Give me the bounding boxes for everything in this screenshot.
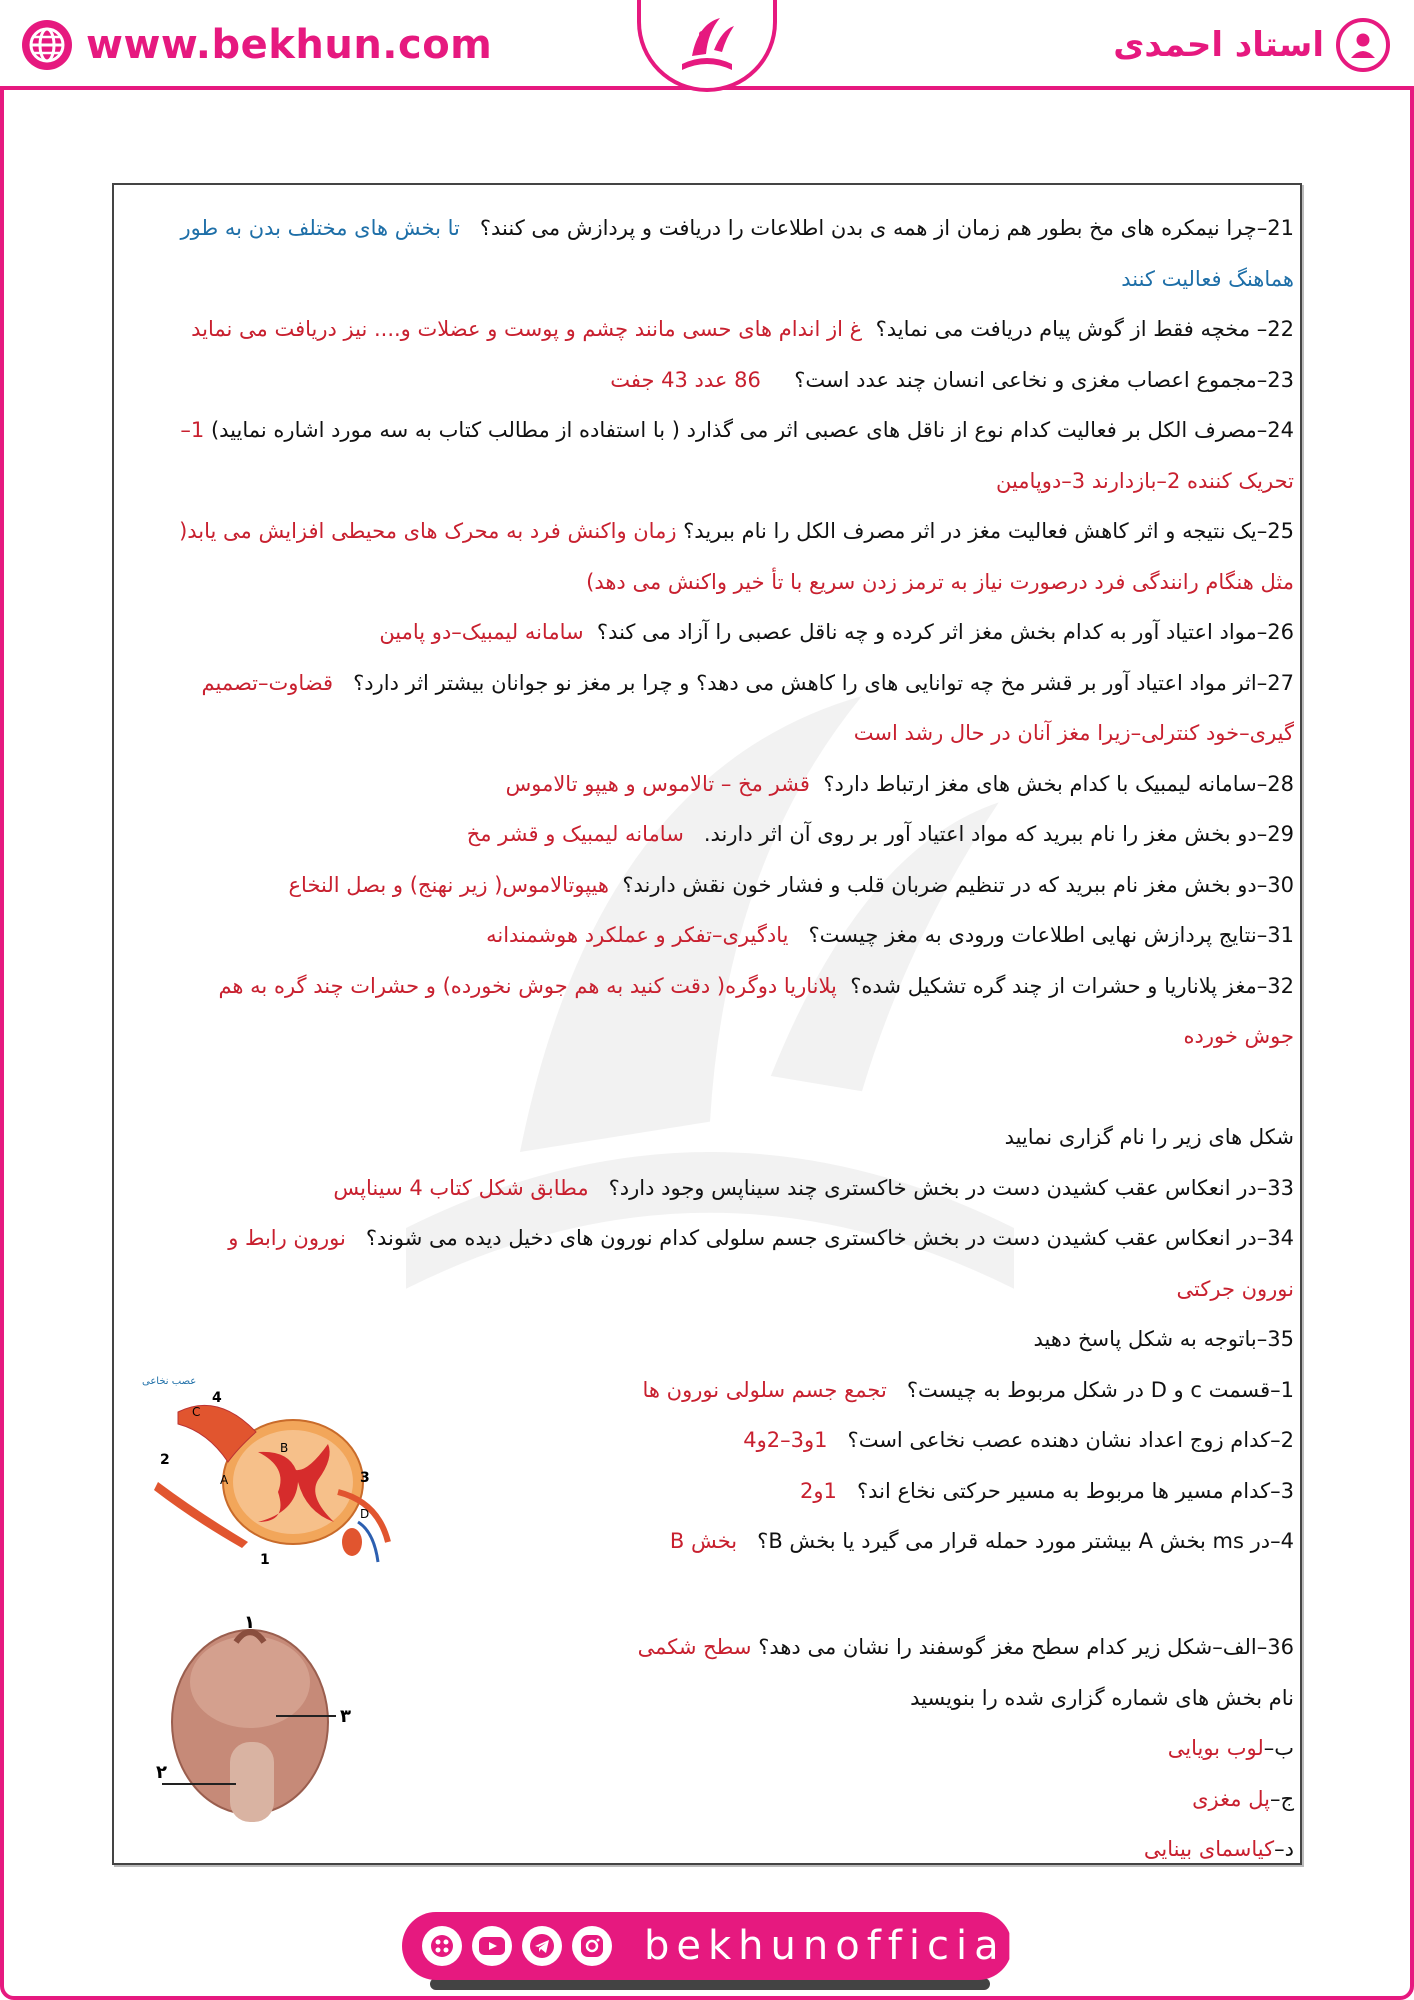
website-link[interactable]: [22, 20, 492, 70]
answer-text: 86 عدد 43 جفت: [610, 367, 761, 392]
figure-label: ۲: [156, 1762, 167, 1783]
line-q21-cont: [128, 254, 1294, 305]
question-text: 28–سامانه لیمبیک با کدام بخش های مغز ارتباط دارد؟: [823, 771, 1294, 796]
question-text: 3–کدام مسیر ها مربوط به مسیر حرکتی نخاع اند؟: [856, 1478, 1294, 1503]
answer-text: لوب بویایی: [1167, 1736, 1264, 1760]
social-icons: [422, 1926, 622, 1966]
line-q24-cont: [128, 456, 1294, 507]
question-text: 36–الف–شکل زیر کدام سطح مغز گوسفند را نشان می دهد؟: [758, 1635, 1294, 1659]
line-q30: [128, 860, 1294, 911]
answer-text: بخش B: [669, 1529, 738, 1553]
answer-text: هماهنگ فعالیت کنند: [1121, 266, 1294, 291]
line-q35: [128, 1314, 1294, 1365]
figure-label: ۳: [340, 1706, 351, 1727]
line-q29: [128, 809, 1294, 860]
figure-label: 4: [212, 1390, 222, 1406]
answer-text: سامانه لیمبیک و قشر مخ: [466, 822, 684, 846]
figure-label: 3: [360, 1470, 370, 1486]
answer-text: کیاسمای بینایی: [1143, 1837, 1275, 1861]
header: [0, 0, 1414, 92]
question-text: 31–نتایج پردازش نهایی اطلاعات ورودی به مغز چیست؟: [808, 923, 1294, 947]
question-text: 1–قسمت c و D در شکل مربوط به چیست؟: [906, 1377, 1294, 1402]
question-list: [128, 203, 1294, 1567]
aparat-icon[interactable]: [422, 1926, 462, 1966]
answer-text: گیری–خود کنترلی–زیرا مغز آنان در حال رشد است: [853, 721, 1294, 745]
line-q23: [128, 355, 1294, 406]
teacher-badge: [1113, 18, 1390, 72]
figure-label: D: [360, 1507, 370, 1521]
line-q33: [128, 1163, 1294, 1214]
answer-text: 1و3–2و4: [743, 1428, 828, 1452]
spinal-cord-figure: [138, 1372, 418, 1572]
line-q25-cont: [128, 557, 1294, 608]
figure-title: عصب نخاعی: [142, 1376, 197, 1387]
line-q26: [128, 607, 1294, 658]
answer-text: یادگیری–تفکر و عملکرد هوشمندانه: [486, 923, 789, 947]
answer-text: نورون جرکتی: [1176, 1276, 1294, 1301]
figure-label: C: [192, 1405, 201, 1419]
line-q27: [128, 658, 1294, 709]
answer-text: پلاناریا دوگره( دقت کنید به هم جوش نخورده) و حشرات چند گره به هم: [218, 973, 837, 998]
line-q34: [128, 1213, 1294, 1264]
question-text: 21–چرا نیمکره های مخ بطور هم زمان از همه ی بدن اطلاعات را دریافت و پردازش می کنند؟: [479, 216, 1294, 240]
spacer-line: [128, 1062, 1294, 1113]
answer-text: پل مغزی: [1192, 1786, 1270, 1811]
telegram-icon[interactable]: [522, 1926, 562, 1966]
figure-label: A: [220, 1473, 229, 1487]
question-text: 2–کدام زوج اعداد نشان دهنده عصب نخاعی است؟: [847, 1428, 1294, 1452]
question-text: 33–در انعکاس عقب کشیدن دست در بخش خاکستری چند سیناپس وجود دارد؟: [608, 1175, 1294, 1200]
line-q27-cont: [128, 708, 1294, 759]
figure-label: B: [280, 1441, 289, 1455]
answer-text: جوش خورده: [1183, 1024, 1294, 1048]
answer-text: نورون رابط و: [228, 1226, 346, 1250]
line-q31: [128, 910, 1294, 961]
answer-text: سطح شکمی: [637, 1635, 752, 1659]
answer-text: قشر مخ – تالاموس و هیپو تالاموس: [505, 771, 810, 796]
question-text: 24–مصرف الکل بر فعالیت کدام نوع از ناقل های عصبی اثر می گذارد ( با استفاده از مطالب کتاب به سه مورد اشاره نمایید): [210, 418, 1294, 442]
figure-label: 2: [160, 1452, 170, 1468]
answer-text: تحریک کننده 2–بازدارند 3–دوپامین: [995, 468, 1294, 493]
answer-text: مثل هنگام رانندگی فرد درصورت نیاز به ترمز زدن سریع با تأ خیر واکنش می دهد): [586, 569, 1294, 594]
section-title: شکل های زیر را نام گزاری نمایید: [1004, 1125, 1294, 1149]
question-text: 26–مواد اعتیاد آور به کدام بخش مغز اثر کرده و چه ناقل عصبی را آزاد می کند؟: [596, 620, 1294, 644]
social-footer[interactable]: [402, 1912, 1024, 1980]
sheep-brain-figure: [156, 1612, 368, 1860]
answer-text: زمان واکنش فرد به محرک های محیطی افزایش می یابد(: [179, 519, 677, 543]
line-q24: [128, 405, 1294, 456]
question-text: ج–: [1269, 1786, 1294, 1811]
user-icon: [1336, 18, 1390, 72]
question-text: 35–باتوجه به شکل پاسخ دهید: [1033, 1327, 1294, 1351]
answer-text: هیپوتالاموس( زیر نهنج) و بصل النخاع: [288, 872, 609, 897]
question-text: 30–دو بخش مغز نام ببرید که در تنظیم ضربان قلب و فشار خون نقش دارند؟: [622, 872, 1294, 897]
globe-icon: [22, 20, 72, 70]
question-text: 27–اثر مواد اعتیاد آور بر قشر مخ چه توانایی های را کاهش می دهد؟ و چرا بر مغز نو جوانان بیشتر اثر دارد؟: [353, 670, 1294, 695]
question-text: د–: [1274, 1837, 1294, 1861]
question-text: نام بخش های شماره گزاری شده را بنویسید: [910, 1685, 1294, 1710]
question-text: 32–مغز پلاناریا و حشرات از چند گره تشکیل شده؟: [850, 973, 1294, 998]
line-q25: [128, 506, 1294, 557]
answer-text: سامانه لیمبیک–دو پامین: [379, 620, 584, 644]
line-q32-cont: [128, 1011, 1294, 1062]
answer-text: قضاوت–تصمیم: [201, 670, 334, 695]
figure-label: 1: [260, 1552, 270, 1568]
social-handle: bekhunofficial: [644, 1923, 1024, 1969]
teacher-name: استاد احمدی: [1113, 25, 1324, 65]
instagram-icon[interactable]: [572, 1926, 612, 1966]
website-text: www.bekhun.com: [86, 22, 493, 68]
question-text: ب–: [1263, 1736, 1294, 1760]
question-text: 25–یک نتیجه و اثر کاهش فعالیت مغز در اثر مصرف الکل را نام ببرید؟: [683, 519, 1294, 543]
line-q28: [128, 759, 1294, 810]
question-text: 23–مجموع اعصاب مغزی و نخاعی انسان چند عدد است؟: [794, 367, 1294, 392]
line-section-title: [128, 1112, 1294, 1163]
line-q22: [128, 304, 1294, 355]
line-q34-cont: [128, 1264, 1294, 1315]
line-q21: [128, 203, 1294, 254]
answer-text: 1و2: [800, 1478, 837, 1503]
answer-text: 1–: [180, 418, 205, 442]
answer-text: تا بخش های مختلف بدن به طور: [180, 216, 460, 240]
question-text: 22– مخچه فقط از گوش پیام دریافت می نماید؟: [875, 317, 1294, 341]
question-text: 4–در ms بخش A بیشتر مورد حمله قرار می گیرد یا بخش B؟: [757, 1529, 1294, 1553]
figure-label: ۱: [244, 1612, 255, 1633]
answer-text: تجمع جسم سلولی نورون ها: [642, 1377, 887, 1402]
answer-text: غ از اندام های حسی مانند چشم و پوست و عضلات و.... نیز دریافت می نماید: [191, 317, 863, 341]
question-text: 29–دو بخش مغز را نام ببرید که مواد اعتیاد آور بر روی آن اثر دارند.: [703, 822, 1294, 846]
line-q32: [128, 961, 1294, 1012]
book-logo-icon: [662, 4, 752, 84]
youtube-icon[interactable]: [472, 1926, 512, 1966]
question-text: 34–در انعکاس عقب کشیدن دست در بخش خاکستری جسم سلولی کدام نورون های دخیل دیده می شوند؟: [365, 1226, 1294, 1250]
answer-text: مطابق شکل کتاب 4 سیناپس: [333, 1175, 589, 1200]
